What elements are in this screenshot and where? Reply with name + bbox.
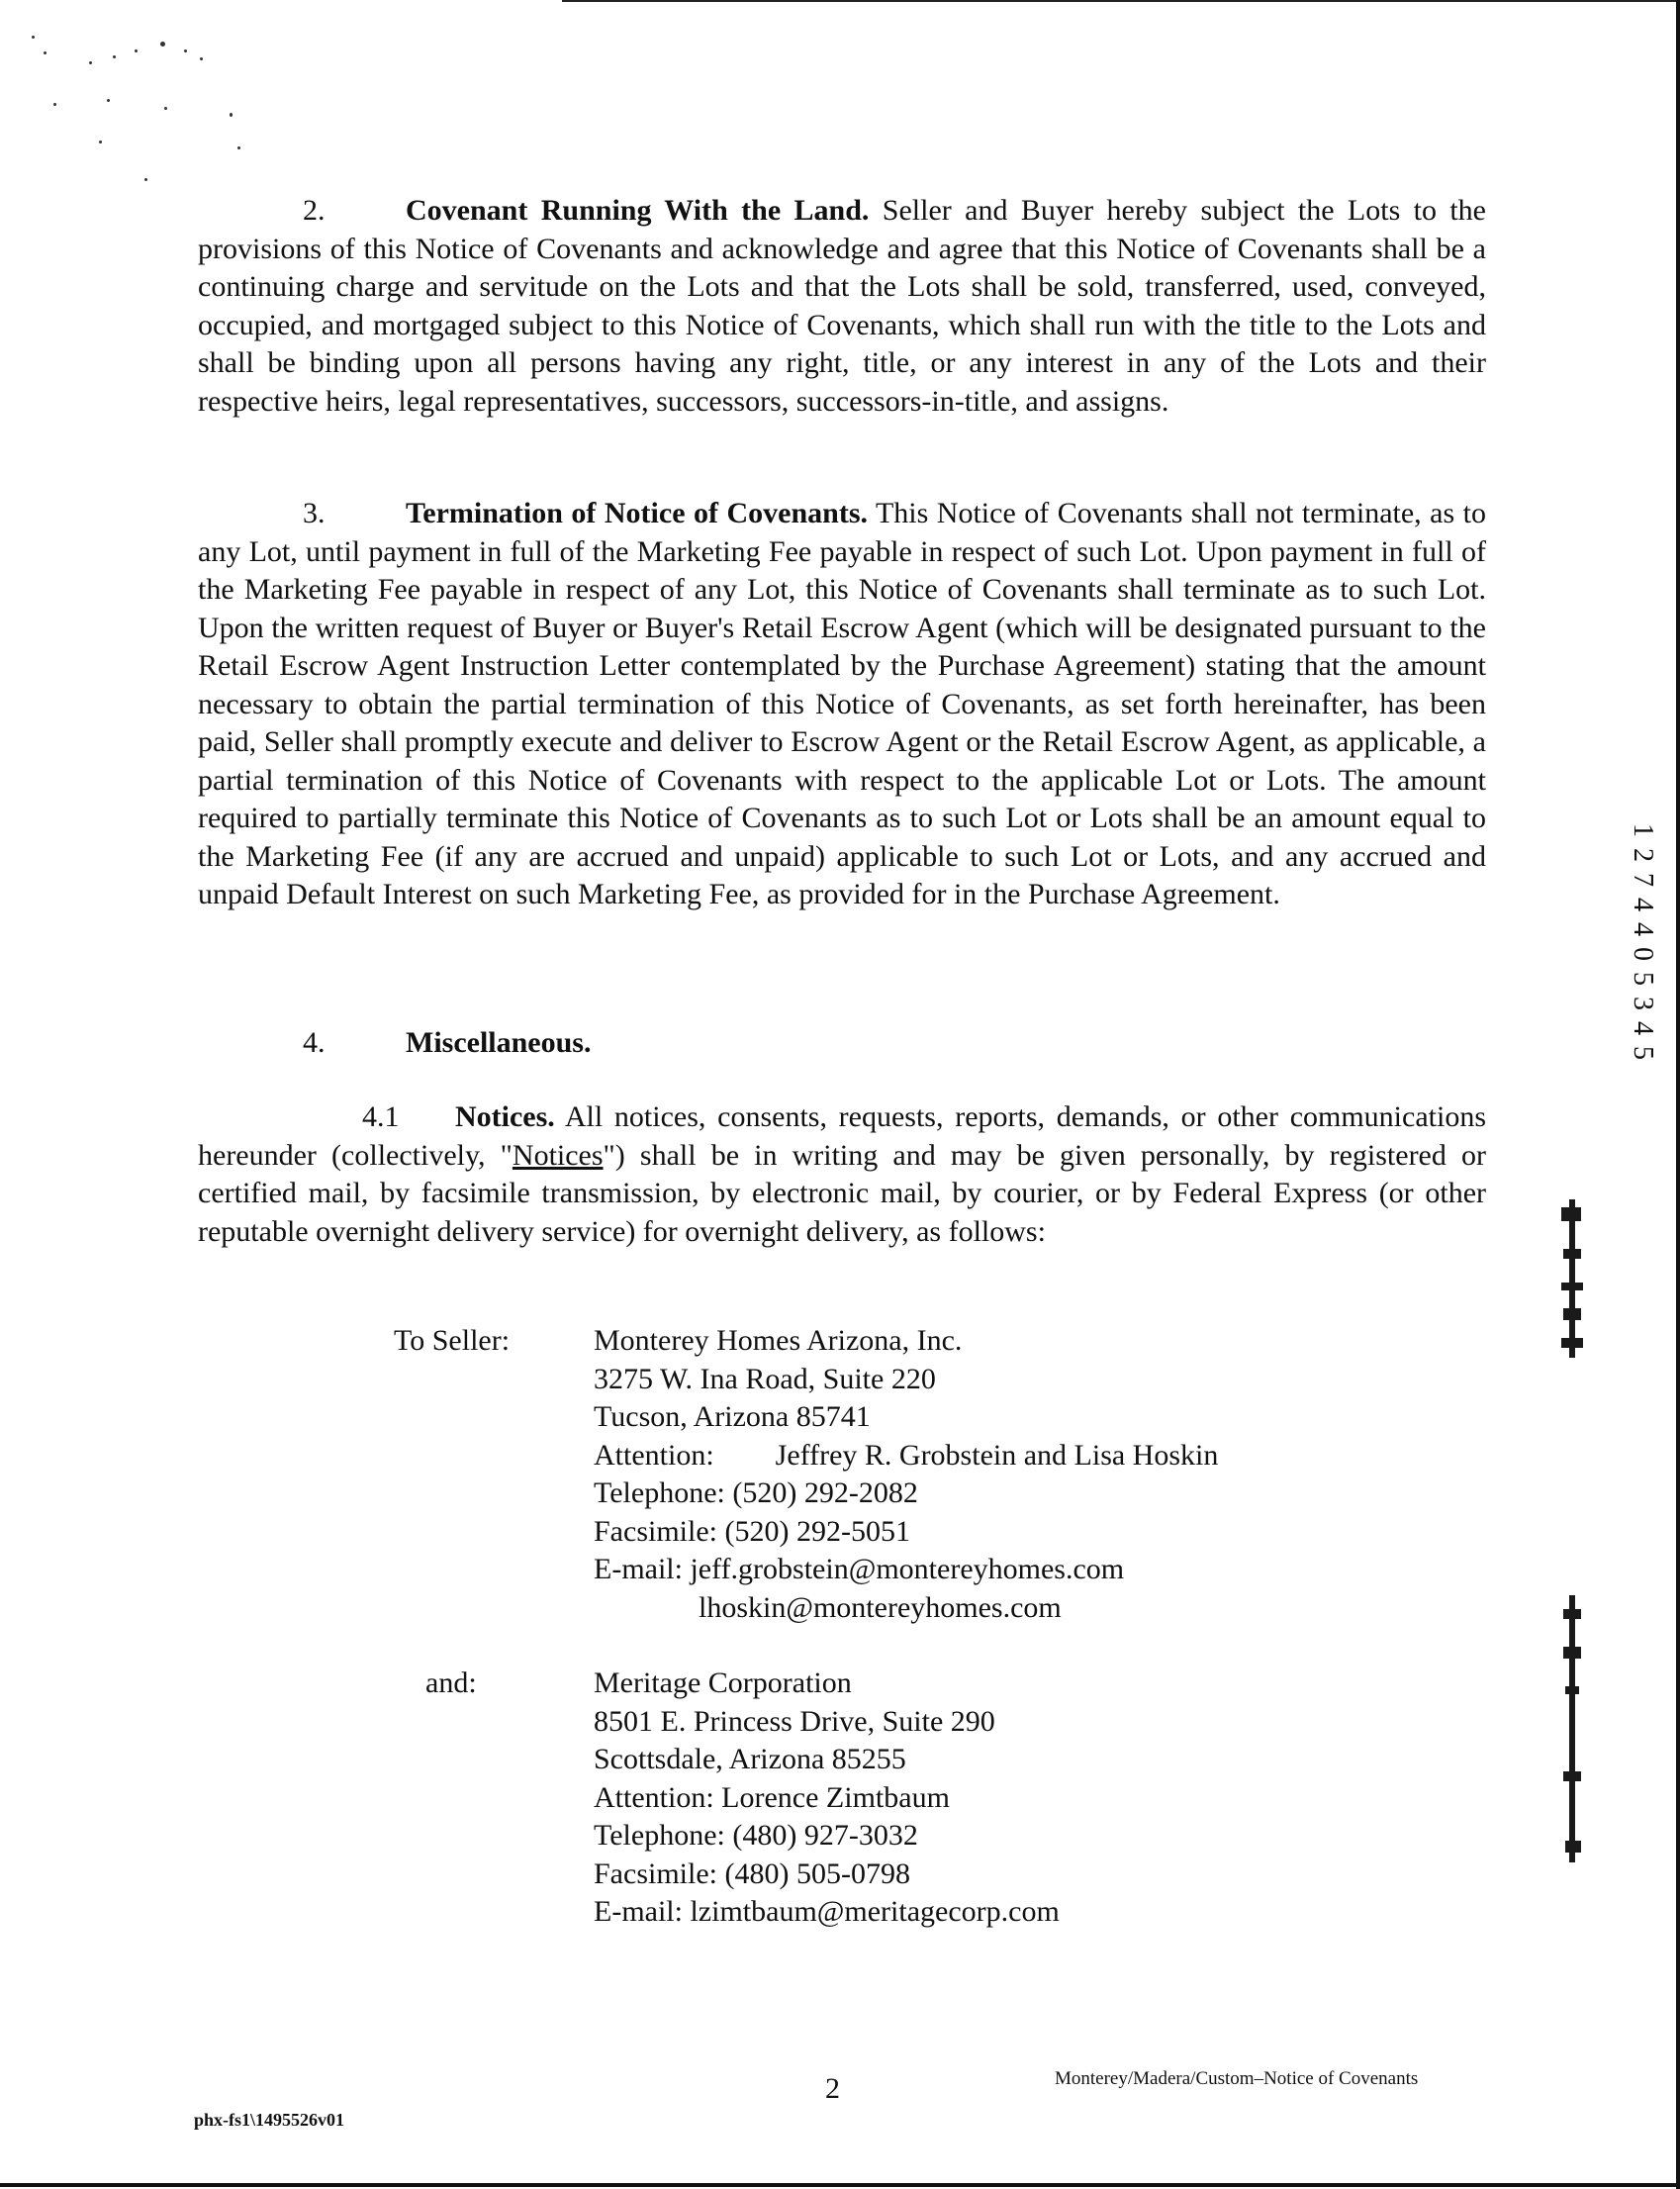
- meritage-facsimile: Facsimile: (480) 505-0798: [594, 1856, 910, 1890]
- seller-email-1: E-mail: jeff.grobstein@montereyhomes.com: [594, 1553, 1125, 1585]
- footer-document-title: Monterey/Madera/Custom–Notice of Covenants: [1055, 2068, 1419, 2089]
- subsection-heading: Notices.: [455, 1100, 555, 1133]
- meritage-attention: Attention: Lorence Zimtbaum: [594, 1780, 950, 1814]
- footer-document-id: phx-fs1\1495526v01: [194, 2110, 345, 2130]
- section-heading: Termination of Notice of Covenants: [406, 497, 861, 529]
- meritage-address-block: [594, 1665, 1060, 1932]
- section-2-paragraph: 2. Covenant Running With the Land. Seller and Buyer hereby subject the Lots to the provisions of this Notice of Covenants and acknowledge and agree that this Notice of Covenants shall be a continuing charge and servitude on the Lots and that the Lots shall be sold, transferred, used, conveyed, occupied, and mortgaged subject to this Notice of Covenants, which shall run with the title to the Lots and shall be binding upon all persons having any right, title, or any interest in any of the Lots and their respective heirs, legal representatives, successors, successors-in-title, and assigns.: [198, 194, 1486, 418]
- meritage-address-line-2: Scottsdale, Arizona 85255: [594, 1743, 906, 1775]
- subsection-number: 4.1: [362, 1100, 400, 1133]
- meritage-company: Meritage Corporation: [594, 1666, 852, 1699]
- top-edge-rule: [562, 0, 1680, 2]
- meritage-email: E-mail: lzimtbaum@meritagecorp.com: [594, 1895, 1060, 1928]
- right-edge-rule: [1676, 0, 1680, 2189]
- seller-address-block: [594, 1322, 1218, 1627]
- seller-address-line-2: Tucson, Arizona 85741: [594, 1400, 871, 1433]
- recording-number: 1 2 7 4 4 0 5 3 4 5: [1628, 823, 1658, 1062]
- section-3-paragraph: 3. Termination of Notice of Covenants. This Notice of Covenants shall not terminate, as to any Lot, until payment in full of the Marketing Fee payable in respect of such Lot. Upon payment in full of the Marketing Fee payable in respect of any Lot, this Notice of Covenants shall terminate as to such Lot. Upon the written request of Buyer or Buyer's Retail Escrow Agent (which will be designated pursuant to the Retail Escrow Agent Instruction Letter contemplated by the Purchase Agreement) stating that the amount necessary to obtain the partial termination of this Notice of Covenants, as set forth hereinafter, has been paid, Seller shall promptly execute and deliver to Escrow Agent or the Retail Escrow Agent, as applicable, a partial termination of this Notice of Covenants with respect to the applicable Lot or Lots. The amount required to partially terminate this Notice of Covenants as to such Lot or Lots shall be an amount equal to the Marketing Fee (if any are accrued and unpaid) applicable to such Lot or Lots, and any accrued and unpaid Default Interest on such Marketing Fee, as provided for in the Purchase Agreement.: [198, 497, 1486, 910]
- seller-label: To Seller:: [394, 1324, 511, 1357]
- seller-attention: Attention: Jeffrey R. Grobstein and Lisa Hoskin: [594, 1438, 1219, 1472]
- section-body: This Notice of Covenants shall not terminate, as to any Lot, until payment in full of the Marketing Fee payable in respect of such Lot. Upon payment in full of the Marketing Fee payable in respect of any Lot, this Notice of Covenants shall terminate as to such Lot. Upon the written request of Buyer or Buyer's Retail Escrow Agent (which will be designated pursuant to the Retail Escrow Agent Instruction Letter contemplated by the Purchase Agreement) stating that the amount necessary to obtain the partial termination of this Notice of Covenants, as set forth hereinafter, has been paid, Seller shall promptly execute and deliver to Escrow Agent or the Retail Escrow Agent, as applicable, a partial termination of this Notice of Covenants with respect to the applicable Lot or Lots. The amount required to partially terminate this Notice of Covenants as to such Lot or Lots shall be an amount equal to the Marketing Fee (if any are accrued and unpaid) applicable to such Lot or Lots, and any accrued and unpaid Default Interest on such Marketing Fee, as provided for in the Purchase Agreement.: [198, 497, 1486, 910]
- page-number: 2: [825, 2072, 840, 2105]
- seller-company: Monterey Homes Arizona, Inc.: [594, 1324, 963, 1357]
- meritage-address-line-1: 8501 E. Princess Drive, Suite 290: [594, 1704, 995, 1738]
- seller-address-line-1: 3275 W. Ina Road, Suite 220: [594, 1362, 936, 1395]
- section-4-1-paragraph: 4.1 Notices. All notices, consents, requests, reports, demands, or other communications hereunder (collectively, "Notices") shall be in writing and may be given personally, by registered or certified mail, by facsimile transmission, by electronic mail, by courier, or by Federal Express (or other reputable overnight delivery service) for overnight delivery, as follows:: [198, 1100, 1486, 1248]
- section-number: 2.: [303, 194, 326, 227]
- section-heading: Covenant Running With the Land: [406, 194, 862, 227]
- seller-telephone: Telephone: (520) 292-2082: [594, 1476, 918, 1509]
- defined-term-notices: Notices: [512, 1138, 604, 1172]
- seller-facsimile: Facsimile: (520) 292-5051: [594, 1514, 910, 1548]
- section-4-heading-line: [198, 1024, 1486, 1063]
- meritage-telephone: Telephone: (480) 927-3032: [594, 1819, 918, 1852]
- section-number: 4.: [303, 1026, 326, 1059]
- section-number: 3.: [303, 497, 326, 529]
- seller-email-2: lhoskin@montereyhomes.com: [699, 1590, 1062, 1624]
- and-label: and:: [425, 1666, 477, 1699]
- section-heading: Miscellaneous.: [406, 1026, 592, 1059]
- bottom-edge-rule: [0, 2183, 1680, 2187]
- section-body: Seller and Buyer hereby subject the Lots to the provisions of this Notice of Covenants and acknowledge and agree that this Notice of Covenants shall be a continuing charge and servitude on the Lots and that the Lots shall be sold, transferred, used, conveyed, occupied, and mortgaged subject to this Notice of Covenants, which shall run with the title to the Lots and shall be binding upon all persons having any right, title, or any interest in any of the Lots and their respective heirs, legal representatives, successors, successors-in-title, and assigns.: [198, 194, 1486, 418]
- scan-specks: [30, 30, 307, 188]
